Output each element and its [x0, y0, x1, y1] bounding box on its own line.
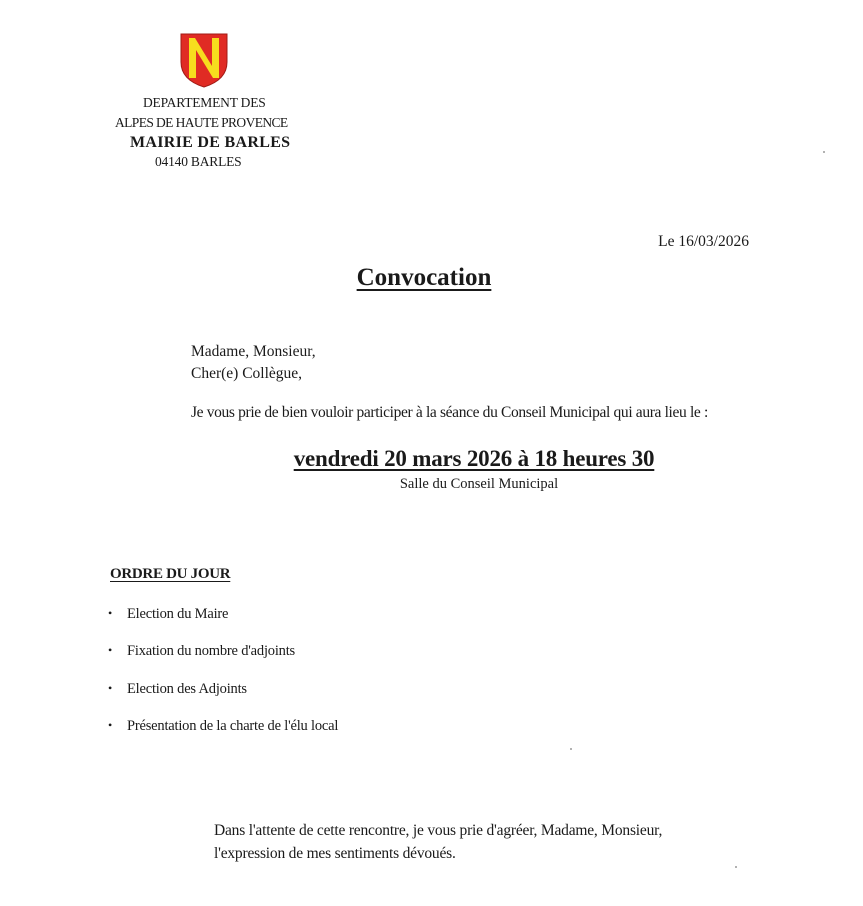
bullet-icon: • [108, 606, 113, 620]
agenda-item-label: Election du Maire [127, 606, 229, 622]
barles-coat-of-arms-icon [179, 32, 229, 88]
scan-speck [735, 866, 737, 868]
mairie-name: MAIRIE DE BARLES [130, 134, 291, 151]
meeting-location: Salle du Conseil Municipal [399, 476, 559, 492]
list-item [108, 718, 338, 735]
agenda-item-label: Présentation de la charte de l'élu local [127, 718, 339, 734]
scan-speck [823, 151, 825, 153]
closing-line-1: Dans l'attente de cette rencontre, je vous prie d'agréer, Madame, Monsieur, [214, 822, 663, 839]
bullet-icon: • [108, 681, 113, 695]
salutation-line-1: Madame, Monsieur, [191, 343, 316, 360]
salutation-line-2: Cher(e) Collègue, [191, 365, 303, 382]
department-line: DEPARTEMENT DES [143, 95, 266, 110]
list-item [108, 681, 247, 698]
postal-address: 04140 BARLES [155, 154, 242, 169]
agenda-title: ORDRE DU JOUR [110, 566, 231, 582]
scan-speck [570, 748, 572, 750]
agenda-item-label: Election des Adjoints [127, 681, 247, 697]
page-title: Convocation [356, 264, 492, 291]
region-line: ALPES DE HAUTE PROVENCE [115, 115, 288, 130]
bullet-icon: • [108, 718, 113, 732]
invitation-text: Je vous prie de bien vouloir participer à la séance du Conseil Municipal qui aura lieu le : [191, 404, 708, 421]
list-item [108, 643, 295, 660]
meeting-date-time: vendredi 20 mars 2026 à 18 heures 30 [293, 446, 655, 471]
bullet-icon: • [108, 643, 113, 657]
closing-line-2: l'expression de mes sentiments dévoués. [214, 845, 456, 862]
list-item [108, 606, 228, 623]
agenda-item-label: Fixation du nombre d'adjoints [127, 643, 295, 659]
document-date: Le 16/03/2026 [658, 233, 749, 250]
